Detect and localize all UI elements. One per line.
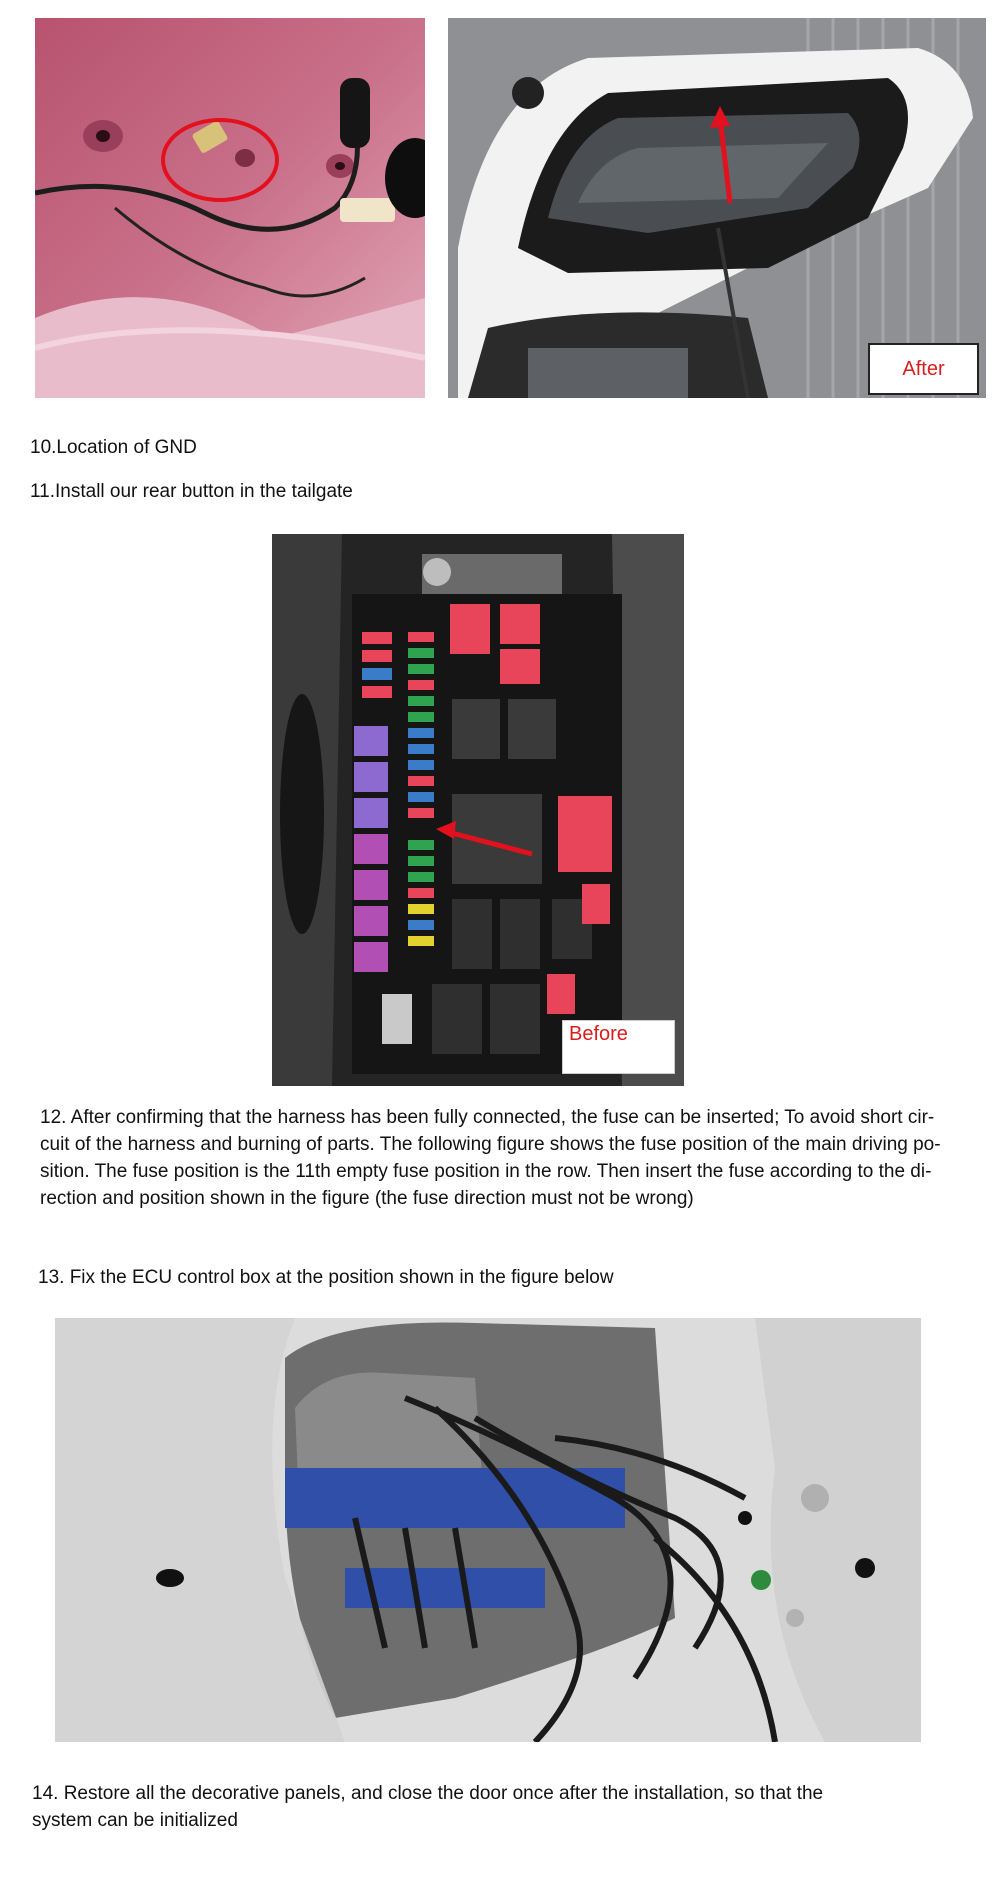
step-11-text: 11.Install our rear button in the tailgate [30,481,353,502]
step-12-line: cuit of the harness and burning of parts. The following figure shows the fuse position of the main driving po- [40,1134,941,1155]
step-14-paragraph [32,1780,972,1834]
step-13-text: 13. Fix the ECU control box at the position shown in the figure below [38,1267,614,1288]
fusebox-photo-illustration [272,534,684,1086]
ecu-mount-photo [55,1318,921,1742]
before-label: Before [562,1020,675,1074]
after-label: After [868,343,979,395]
fusebox-before-photo [272,534,684,1086]
step-10-text: 10.Location of GND [30,437,197,458]
ecu-photo-illustration [55,1318,921,1742]
gnd-location-photo [35,18,425,398]
tailgate-after-photo [448,18,986,398]
step-12-line: rection and position shown in the figure (the fuse direction must not be wrong) [40,1188,694,1209]
step-14-line: 14. Restore all the decorative panels, and close the door once after the installation, so that the [32,1783,824,1804]
step-14-line: system can be initialized [32,1810,238,1831]
tailgate-photo-illustration [448,18,986,398]
gnd-photo-illustration [35,18,425,398]
step-12-line: 12. After confirming that the harness has been fully connected, the fuse can be inserted; To avoid short cir- [40,1107,935,1128]
step-12-line: sition. The fuse position is the 11th empty fuse position in the row. Then insert the fuse according to the di- [40,1161,932,1182]
step-12-paragraph [40,1104,990,1212]
